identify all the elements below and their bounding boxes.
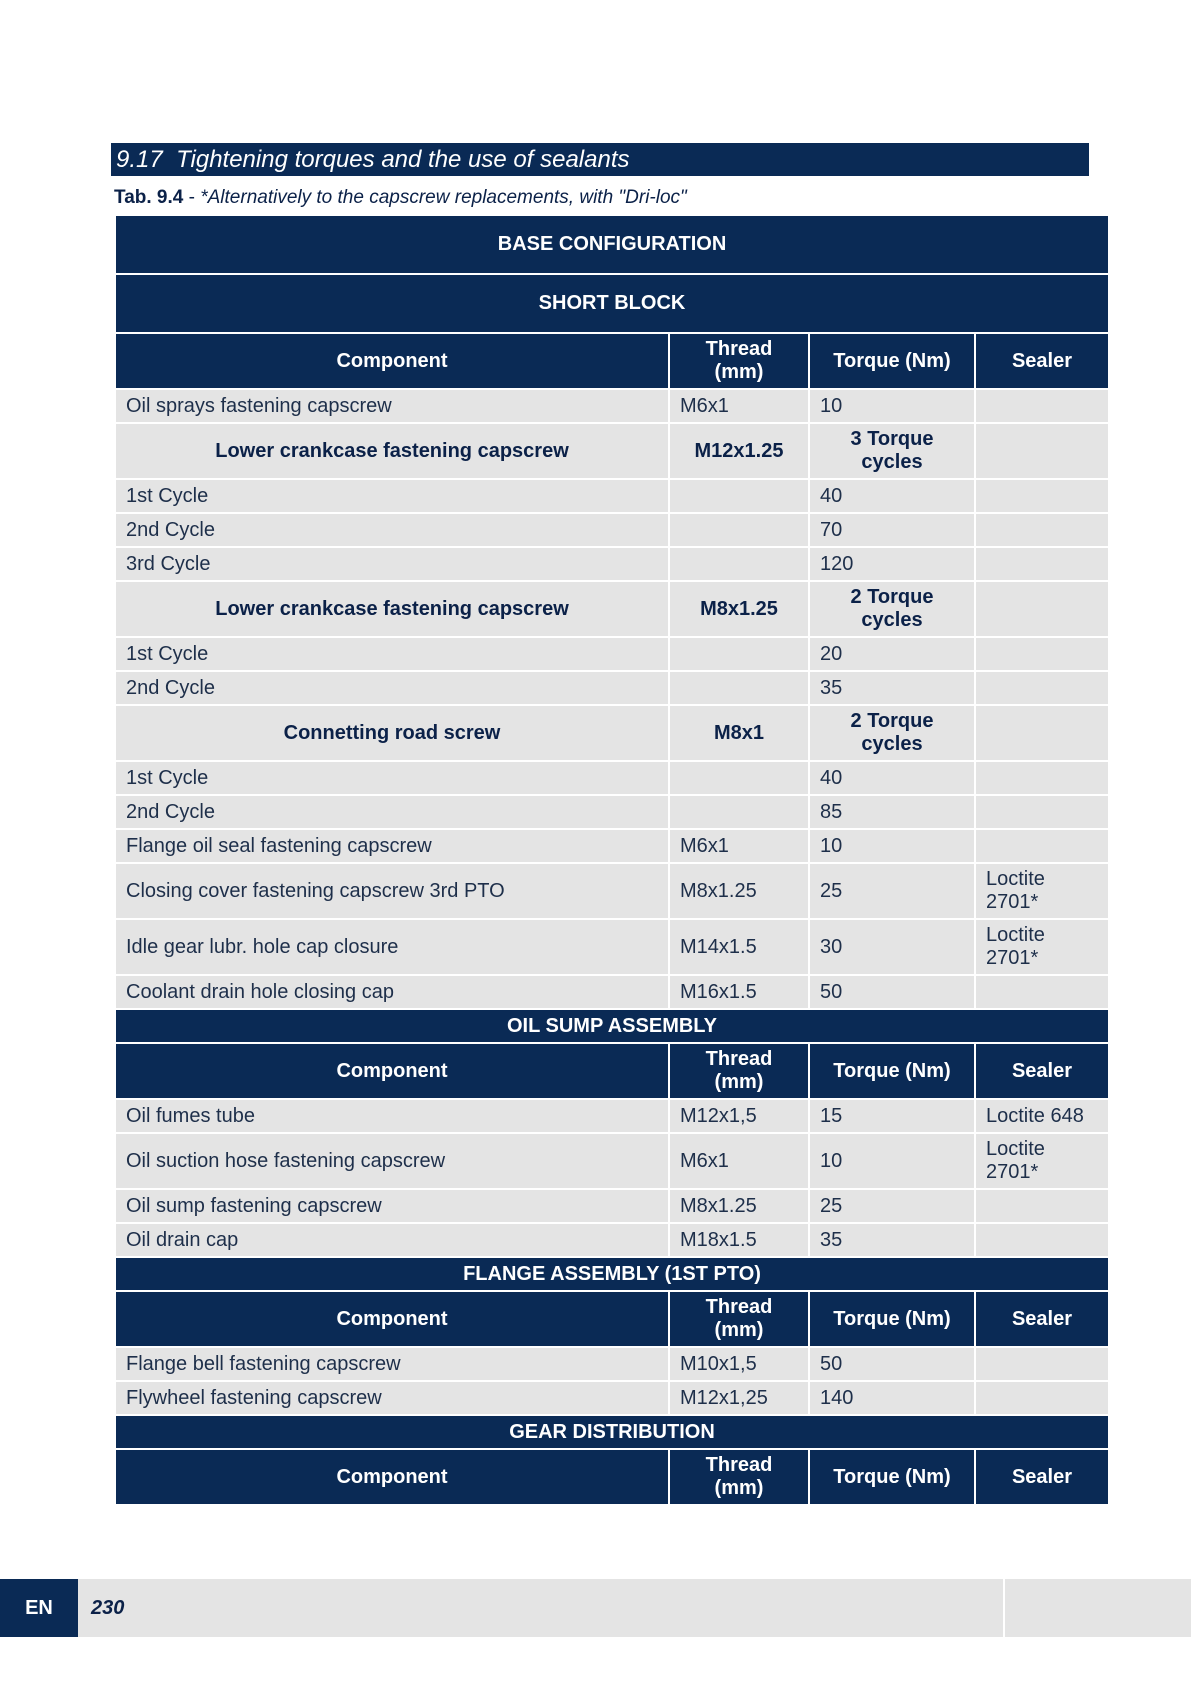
- table-row: [115, 671, 1109, 705]
- table-row: [115, 1099, 1109, 1133]
- cell-thread: M8x1.25: [669, 1189, 809, 1223]
- cell-sealer: [975, 389, 1109, 423]
- cell-thread: [669, 795, 809, 829]
- footer-band: [0, 1579, 1191, 1637]
- banner-base-configuration-row: [115, 215, 1109, 274]
- cell-thread: [669, 637, 809, 671]
- banner-gear-distribution: GEAR DISTRIBUTION: [115, 1415, 1109, 1449]
- table-row: [115, 1223, 1109, 1257]
- cell-thread: [669, 479, 809, 513]
- header-thread: Thread (mm): [669, 1043, 809, 1099]
- table-row: [115, 795, 1109, 829]
- cell-torque: 40: [809, 479, 975, 513]
- cell-component: Lower crankcase fastening capscrew: [115, 423, 669, 479]
- cell-component: Closing cover fastening capscrew 3rd PTO: [115, 863, 669, 919]
- cell-torque: 30: [809, 919, 975, 975]
- cell-component: Oil drain cap: [115, 1223, 669, 1257]
- column-header-row: [115, 1291, 1109, 1347]
- footer-divider: [1003, 1579, 1005, 1637]
- cell-component: Oil sump fastening capscrew: [115, 1189, 669, 1223]
- cell-component: 1st Cycle: [115, 761, 669, 795]
- header-component: Component: [115, 333, 669, 389]
- cell-torque: 10: [809, 1133, 975, 1189]
- header-torque: Torque (Nm): [809, 1043, 975, 1099]
- header-sealer: Sealer: [975, 333, 1109, 389]
- cell-component: Flywheel fastening capscrew: [115, 1381, 669, 1415]
- cell-component: Idle gear lubr. hole cap closure: [115, 919, 669, 975]
- cell-torque: 2 Torque cycles: [809, 705, 975, 761]
- banner-flange-assembly-row: [115, 1257, 1109, 1291]
- banner-flange-assembly: FLANGE ASSEMBLY (1ST PTO): [115, 1257, 1109, 1291]
- cell-torque: 25: [809, 1189, 975, 1223]
- banner-oil-sump: OIL SUMP ASSEMBLY: [115, 1009, 1109, 1043]
- cell-torque: 140: [809, 1381, 975, 1415]
- table-row: [115, 761, 1109, 795]
- header-thread: Thread (mm): [669, 1291, 809, 1347]
- header-component: Component: [115, 1043, 669, 1099]
- table-row: [115, 829, 1109, 863]
- cell-component: 1st Cycle: [115, 479, 669, 513]
- header-torque: Torque (Nm): [809, 1449, 975, 1505]
- cell-thread: M12x1,25: [669, 1381, 809, 1415]
- header-torque: Torque (Nm): [809, 1291, 975, 1347]
- cell-torque: 2 Torque cycles: [809, 581, 975, 637]
- header-component: Component: [115, 1291, 669, 1347]
- footer-language: EN: [0, 1579, 78, 1637]
- cell-component: 2nd Cycle: [115, 671, 669, 705]
- cell-torque: 50: [809, 975, 975, 1009]
- cell-thread: M6x1: [669, 389, 809, 423]
- column-header-row: [115, 1449, 1109, 1505]
- cell-sealer: [975, 547, 1109, 581]
- section-title: [111, 143, 1089, 176]
- column-header-row: [115, 333, 1109, 389]
- banner-gear-distribution-row: [115, 1415, 1109, 1449]
- cell-thread: M8x1.25: [669, 863, 809, 919]
- header-component: Component: [115, 1449, 669, 1505]
- torque-table: [114, 214, 1110, 1506]
- header-thread: Thread (mm): [669, 333, 809, 389]
- section-number: 9.17: [116, 146, 163, 173]
- cell-component: Flange bell fastening capscrew: [115, 1347, 669, 1381]
- banner-oil-sump-row: [115, 1009, 1109, 1043]
- cell-torque: 120: [809, 547, 975, 581]
- table-row: [115, 637, 1109, 671]
- cell-component: Oil sprays fastening capscrew: [115, 389, 669, 423]
- cell-component: Oil fumes tube: [115, 1099, 669, 1133]
- cell-torque: 10: [809, 389, 975, 423]
- header-thread: Thread (mm): [669, 1449, 809, 1505]
- cell-sealer: [975, 479, 1109, 513]
- header-sealer: Sealer: [975, 1291, 1109, 1347]
- cell-torque: 10: [809, 829, 975, 863]
- table-row: [115, 479, 1109, 513]
- cell-sealer: [975, 761, 1109, 795]
- cell-sealer: [975, 795, 1109, 829]
- cell-thread: M6x1: [669, 829, 809, 863]
- cell-sealer: [975, 1223, 1109, 1257]
- cell-thread: [669, 761, 809, 795]
- cell-component: Oil suction hose fastening capscrew: [115, 1133, 669, 1189]
- cell-sealer: Loctite 2701*: [975, 863, 1109, 919]
- table-note: *Alternatively to the capscrew replacements, with "Dri-loc": [200, 187, 687, 208]
- cell-sealer: [975, 581, 1109, 637]
- cell-sealer: [975, 637, 1109, 671]
- cell-torque: 15: [809, 1099, 975, 1133]
- cell-sealer: [975, 829, 1109, 863]
- table-row: [115, 547, 1109, 581]
- cell-component: Lower crankcase fastening capscrew: [115, 581, 669, 637]
- cell-torque: 3 Torque cycles: [809, 423, 975, 479]
- cell-sealer: [975, 1347, 1109, 1381]
- cell-sealer: [975, 513, 1109, 547]
- group-row: [115, 423, 1109, 479]
- table-label: Tab. 9.4: [114, 187, 184, 208]
- table-row: [115, 1381, 1109, 1415]
- cell-torque: 50: [809, 1347, 975, 1381]
- cell-thread: M14x1.5: [669, 919, 809, 975]
- cell-thread: M8x1.25: [669, 581, 809, 637]
- cell-torque: 70: [809, 513, 975, 547]
- cell-component: 3rd Cycle: [115, 547, 669, 581]
- cell-sealer: Loctite 2701*: [975, 1133, 1109, 1189]
- table-row: [115, 919, 1109, 975]
- cell-thread: M16x1.5: [669, 975, 809, 1009]
- cell-thread: [669, 671, 809, 705]
- table-row: [115, 1133, 1109, 1189]
- cell-thread: M10x1,5: [669, 1347, 809, 1381]
- table-row: [115, 389, 1109, 423]
- table-caption: [114, 187, 687, 209]
- banner-short-block-row: [115, 274, 1109, 333]
- column-header-row: [115, 1043, 1109, 1099]
- table-row: [115, 975, 1109, 1009]
- cell-thread: M6x1: [669, 1133, 809, 1189]
- cell-thread: M8x1: [669, 705, 809, 761]
- cell-thread: M12x1,5: [669, 1099, 809, 1133]
- table-row: [115, 1189, 1109, 1223]
- caption-separator: -: [183, 187, 201, 208]
- section-title-text: Tightening torques and the use of sealants: [176, 146, 630, 173]
- cell-component: 1st Cycle: [115, 637, 669, 671]
- cell-torque: 35: [809, 1223, 975, 1257]
- table-row: [115, 863, 1109, 919]
- cell-component: 2nd Cycle: [115, 513, 669, 547]
- table-row: [115, 513, 1109, 547]
- cell-sealer: [975, 705, 1109, 761]
- cell-thread: [669, 547, 809, 581]
- cell-thread: M18x1.5: [669, 1223, 809, 1257]
- cell-torque: 40: [809, 761, 975, 795]
- cell-sealer: [975, 975, 1109, 1009]
- cell-torque: 35: [809, 671, 975, 705]
- table-row: [115, 1347, 1109, 1381]
- page-number: 230: [91, 1597, 125, 1619]
- cell-component: Connetting road screw: [115, 705, 669, 761]
- cell-component: Flange oil seal fastening capscrew: [115, 829, 669, 863]
- cell-thread: [669, 513, 809, 547]
- cell-component: 2nd Cycle: [115, 795, 669, 829]
- cell-sealer: [975, 1189, 1109, 1223]
- cell-sealer: Loctite 648: [975, 1099, 1109, 1133]
- header-torque: Torque (Nm): [809, 333, 975, 389]
- cell-thread: M12x1.25: [669, 423, 809, 479]
- cell-component: Coolant drain hole closing cap: [115, 975, 669, 1009]
- header-sealer: Sealer: [975, 1043, 1109, 1099]
- cell-torque: 25: [809, 863, 975, 919]
- cell-torque: 85: [809, 795, 975, 829]
- cell-sealer: [975, 1381, 1109, 1415]
- header-sealer: Sealer: [975, 1449, 1109, 1505]
- cell-sealer: Loctite 2701*: [975, 919, 1109, 975]
- banner-base-configuration: BASE CONFIGURATION: [115, 215, 1109, 274]
- cell-sealer: [975, 671, 1109, 705]
- banner-short-block: SHORT BLOCK: [115, 274, 1109, 333]
- group-row: [115, 581, 1109, 637]
- cell-torque: 20: [809, 637, 975, 671]
- cell-sealer: [975, 423, 1109, 479]
- group-row: [115, 705, 1109, 761]
